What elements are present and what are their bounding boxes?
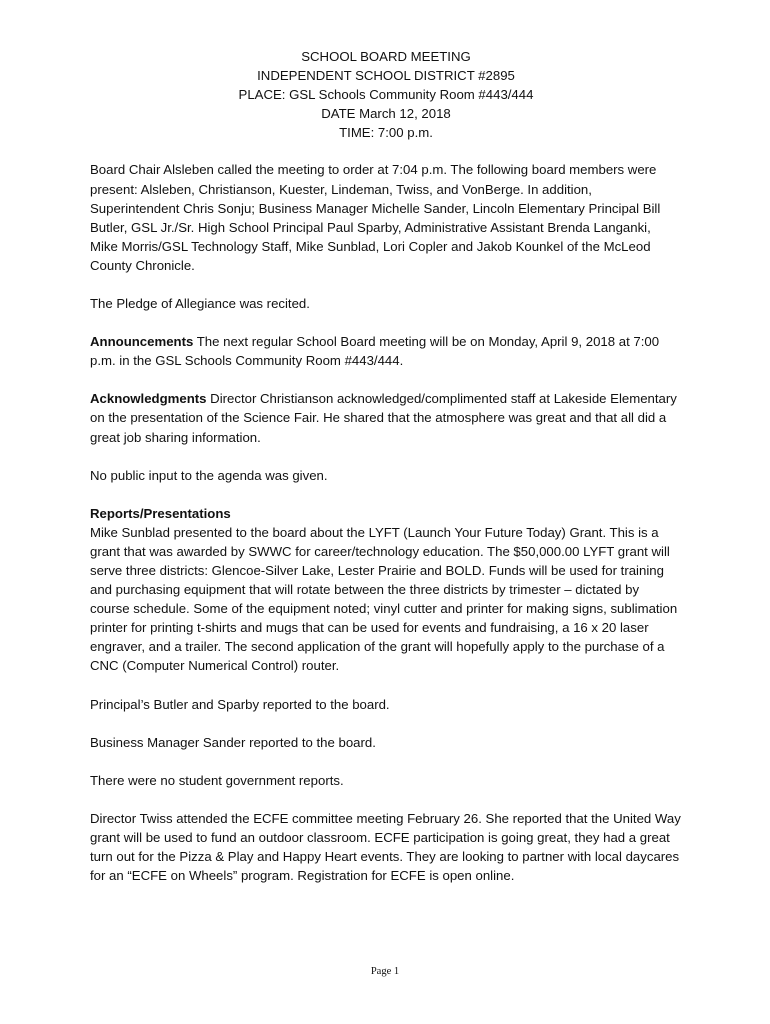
reports-paragraph: Mike Sunblad presented to the board about the LYFT (Launch Your Future Today) Grant. This is a grant that was awarded by SWWC for career/technology education. The $50,000.00 LYFT grant will serve three districts: Glencoe-Silver Lake, Lester Prairie and BOLD. Funds will be used for training and purchasing equipment that will rotate between the three districts by trimester – dictated by course schedule. Some of the equipment noted; vinyl cutter and printer for making signs, sublimation printer for printing t-shirts and mugs that can be used for events and fundraising, a 16 x 20 laser engraver, and a trailer. The second application of the grant will hopefully apply to the purchase of a CNC (Computer Numerical Control) router. — [90, 524, 678, 674]
header-time: TIME: 7:00 p.m. — [339, 125, 433, 141]
pledge-paragraph: The Pledge of Allegiance was recited. — [90, 296, 310, 312]
page-number: Page 1 — [370, 966, 400, 977]
header-district: INDEPENDENT SCHOOL DISTRICT #2895 — [257, 68, 515, 84]
announcements-heading: Announcements — [90, 334, 194, 350]
reports-section — [90, 504, 682, 676]
header-date: DATE March 12, 2018 — [321, 106, 451, 122]
student-government-paragraph: There were no student government reports. — [90, 772, 344, 788]
call-to-order-paragraph: Board Chair Alsleben called the meeting to order at 7:04 p.m. The following board members were present: Alsleben, Christianson, Kuester, Lindeman, Twiss, and VonBerge. In addition, Superintendent Chris Sonju; Business Manager Michelle Sander, Lincoln Elementary Principal Bill Butler, GSL Jr./Sr. High School Principal Paul Sparby, Administrative Assistant Brenda Langanki, Mike Morris/GSL Technology Staff, Mike Sunblad, Lori Copler and Jakob Kounkel of the McLeod County Chronicle. — [90, 162, 661, 273]
header-title: SCHOOL BOARD MEETING — [301, 49, 471, 64]
public-input-paragraph: No public input to the agenda was given. — [90, 467, 328, 483]
header-place: PLACE: GSL Schools Community Room #443/444 — [238, 87, 534, 103]
acknowledgments-paragraph — [90, 389, 682, 446]
reports-heading: Reports/Presentations — [90, 505, 231, 521]
acknowledgments-heading: Acknowledgments — [90, 391, 207, 407]
meeting-header — [90, 47, 682, 142]
acknowledgments-text: Director Christianson acknowledged/complimented staff at Lakeside Elementary on the presentation of the Science Fair. He shared that the atmosphere was great and that all did a great job sharing information. — [90, 391, 677, 445]
business-manager-paragraph: Business Manager Sander reported to the board. — [90, 734, 376, 750]
announcements-paragraph — [90, 332, 682, 370]
principals-paragraph: Principal’s Butler and Sparby reported to the board. — [90, 696, 390, 712]
document-body — [90, 47, 682, 904]
announcements-text: The next regular School Board meeting will be on Monday, April 9, 2018 at 7:00 p.m. in the GSL Schools Community Room #443/444. — [90, 334, 660, 369]
ecfe-paragraph: Director Twiss attended the ECFE committee meeting February 26. She reported that the United Way grant will be used to fund an outdoor classroom. ECFE participation is going great, they had a great turn out for the Pizza & Play and Happy Heart events. They are looking to partner with local daycares for an “ECFE on Wheels” program. Registration for ECFE is open online. — [90, 810, 681, 884]
